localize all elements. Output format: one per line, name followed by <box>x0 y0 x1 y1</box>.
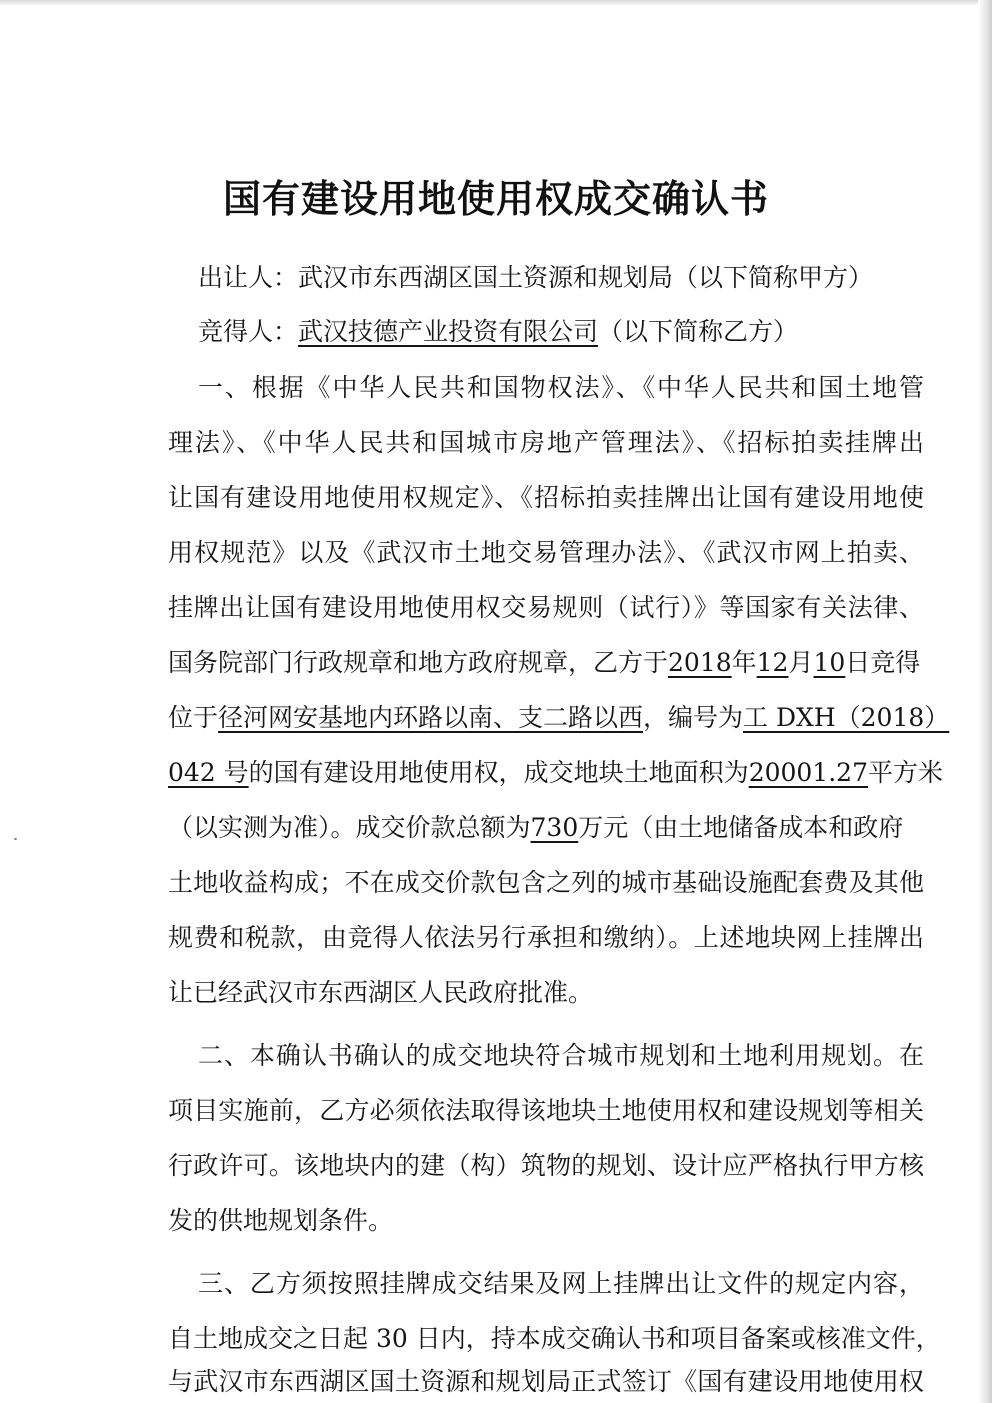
clause1-text: 国务院部门行政规章和地方政府规章，乙方于 <box>168 648 669 677</box>
clause1-line: 规费和税款，由竞得人依法另行承担和缴纳）。上述地块网上挂牌出 <box>168 923 924 952</box>
plot-area: 20001.27 <box>748 758 868 787</box>
seller-line <box>198 262 898 294</box>
clause1-line: 理法》、《中华人民共和国城市房地产管理法》、《招标拍卖挂牌出 <box>168 428 924 457</box>
document-title: 国有建设用地使用权成交确认书 <box>222 177 769 221</box>
clause3-line: 与武汉市东西湖区国土资源和规划局正式签订《国有建设用地使用权 <box>168 1367 924 1396</box>
deal-price: 730 <box>530 813 579 842</box>
clause1-line: 用权规范》以及《武汉市土地交易管理办法》、《武汉市网上拍卖、 <box>168 538 924 567</box>
clause1-line-date <box>168 647 924 679</box>
plot-location: 径河网安基地内环路以南、支二路以西 <box>218 703 644 732</box>
clause3-line: 自土地成交之日起 30 日内，持本成交确认书和项目备案或核准文件， <box>168 1324 941 1353</box>
clause2-line: 二、本确认书确认的成交地块符合城市规划和土地利用规划。在 <box>198 1041 924 1070</box>
area-unit: 平方米 <box>867 758 943 787</box>
year-unit: 年 <box>731 648 757 677</box>
day-unit: 日竞得 <box>845 648 921 677</box>
buyer-name: 武汉技德产业投资有限公司 <box>298 317 599 346</box>
clause3-line: 三、乙方须按照挂牌成交结果及网上挂牌出让文件的规定内容， <box>198 1269 924 1298</box>
buyer-line <box>198 316 898 348</box>
deal-day: 10 <box>813 648 846 677</box>
clause1-line: 让已经武汉市东西湖区人民政府批准。 <box>168 978 594 1007</box>
seller-label: 出让人： <box>198 263 299 292</box>
seller-name: 武汉市东西湖区国土资源和规划局（以下简称甲方） <box>298 263 874 292</box>
clause2-line: 发的供地规划条件。 <box>168 1206 394 1235</box>
plot-number-part1: 工 DXH（2018） <box>743 703 950 732</box>
clause1-text: 位于 <box>168 703 219 732</box>
clause1-line-area <box>168 757 943 789</box>
clause1-line-price <box>168 812 924 844</box>
clause1-text: ，编号为 <box>643 703 744 732</box>
plot-number-part2: 042 号 <box>168 758 249 787</box>
clause2-line: 项目实施前，乙方必须依法取得该地块土地使用权和建设规划等相关 <box>168 1096 924 1125</box>
buyer-label: 竞得人： <box>198 317 299 346</box>
clause1-line: 一、根据《中华人民共和国物权法》、《中华人民共和国土地管 <box>198 373 924 402</box>
clause1-text: 的国有建设用地使用权，成交地块土地面积为 <box>248 758 749 787</box>
clause1-text: 万元（由土地储备成本和政府 <box>578 813 904 842</box>
clause1-line: 挂牌出让国有建设用地使用权交易规则（试行）》等国家有关法律、 <box>168 593 924 622</box>
clause1-text: （以实测为准）。成交价款总额为 <box>168 813 531 842</box>
clause1-line: 让国有建设用地使用权规定》、《招标拍卖挂牌出让国有建设用地使 <box>168 483 924 512</box>
deal-month: 12 <box>756 648 789 677</box>
deal-year: 2018 <box>668 648 732 677</box>
clause1-line-location <box>168 702 950 734</box>
clause2-line: 行政许可。该地块内的建（构）筑物的规划、设计应严格执行甲方核 <box>168 1151 924 1180</box>
scan-top-edge <box>0 0 992 6</box>
buyer-suffix: （以下简称乙方） <box>598 317 799 346</box>
month-unit: 月 <box>788 648 814 677</box>
clause1-line: 土地收益构成；不在成交价款包含之列的城市基础设施配套费及其他 <box>168 868 924 897</box>
scan-speck <box>14 838 17 840</box>
